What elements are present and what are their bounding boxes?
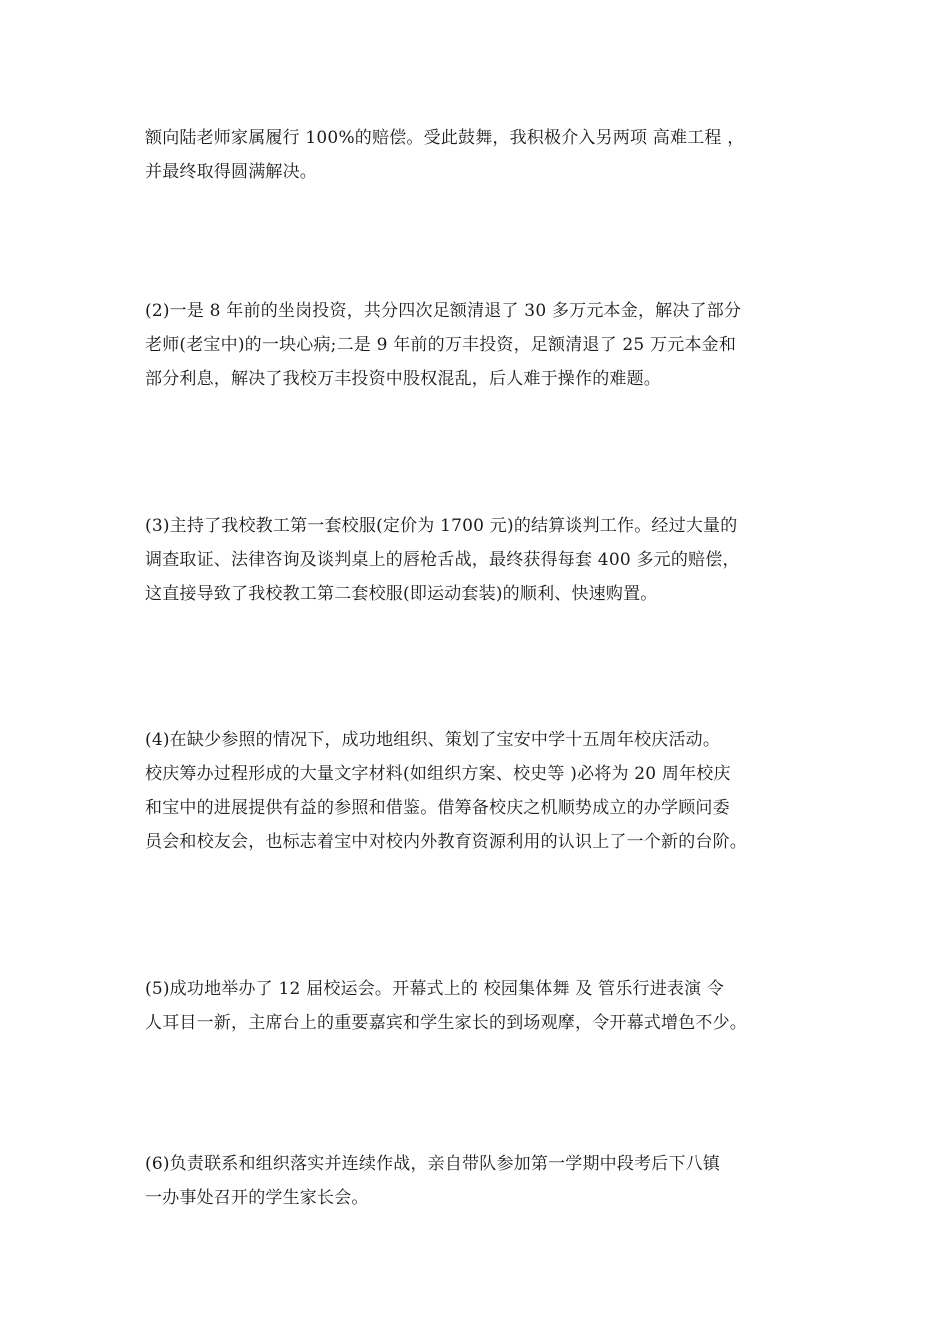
paragraph-2 bbox=[145, 294, 810, 396]
text-line: 员会和校友会，也标志着宝中对校内外教育资源利用的认识上了一个新的台阶。 bbox=[145, 832, 747, 852]
text-line: 校庆筹办过程形成的大量文字材料(如组织方案、校史等 )必将为 20 周年校庆 bbox=[145, 764, 731, 784]
paragraph-3 bbox=[145, 509, 810, 611]
paragraph-1 bbox=[145, 121, 810, 189]
text-line: (5)成功地举办了 12 届校运会。开幕式上的 校园集体舞 及 管乐行进表演 令 bbox=[145, 979, 725, 999]
text-line: (4)在缺少参照的情况下，成功地组织、策划了宝安中学十五周年校庆活动。 bbox=[145, 730, 721, 750]
text-line: 并最终取得圆满解决。 bbox=[145, 162, 317, 182]
text-line: (2)一是 8 年前的坐岗投资，共分四次足额清退了 30 多万元本金，解决了部分 bbox=[145, 301, 742, 321]
text-line: 一办事处召开的学生家长会。 bbox=[145, 1188, 369, 1208]
paragraph-6 bbox=[145, 1147, 810, 1215]
paragraph-4 bbox=[145, 723, 810, 859]
text-line: (3)主持了我校教工第一套校服(定价为 1700 元)的结算谈判工作。经过大量的 bbox=[145, 516, 738, 536]
text-line: 这直接导致了我校教工第二套校服(即运动套装)的顺利、快速购置。 bbox=[145, 584, 658, 604]
text-line: 老师(老宝中)的一块心病;二是 9 年前的万丰投资，足额清退了 25 万元本金和 bbox=[145, 335, 737, 355]
paragraph-5 bbox=[145, 972, 810, 1040]
text-line: 人耳目一新，主席台上的重要嘉宾和学生家长的到场观摩，令开幕式增色不少。 bbox=[145, 1013, 747, 1033]
text-line: 和宝中的进展提供有益的参照和借鉴。借筹备校庆之机顺势成立的办学顾问委 bbox=[145, 798, 730, 818]
text-line: 部分利息，解决了我校万丰投资中股权混乱，后人难于操作的难题。 bbox=[145, 369, 661, 389]
text-line: (6)负责联系和组织落实并连续作战，亲自带队参加第一学期中段考后下八镇 bbox=[145, 1154, 721, 1174]
text-line: 调查取证、法律咨询及谈判桌上的唇枪舌战，最终获得每套 400 多元的赔偿， bbox=[145, 550, 740, 570]
text-line: 额向陆老师家属履行 100%的赔偿。受此鼓舞，我积极介入另两项 高难工程 ， bbox=[145, 128, 745, 148]
